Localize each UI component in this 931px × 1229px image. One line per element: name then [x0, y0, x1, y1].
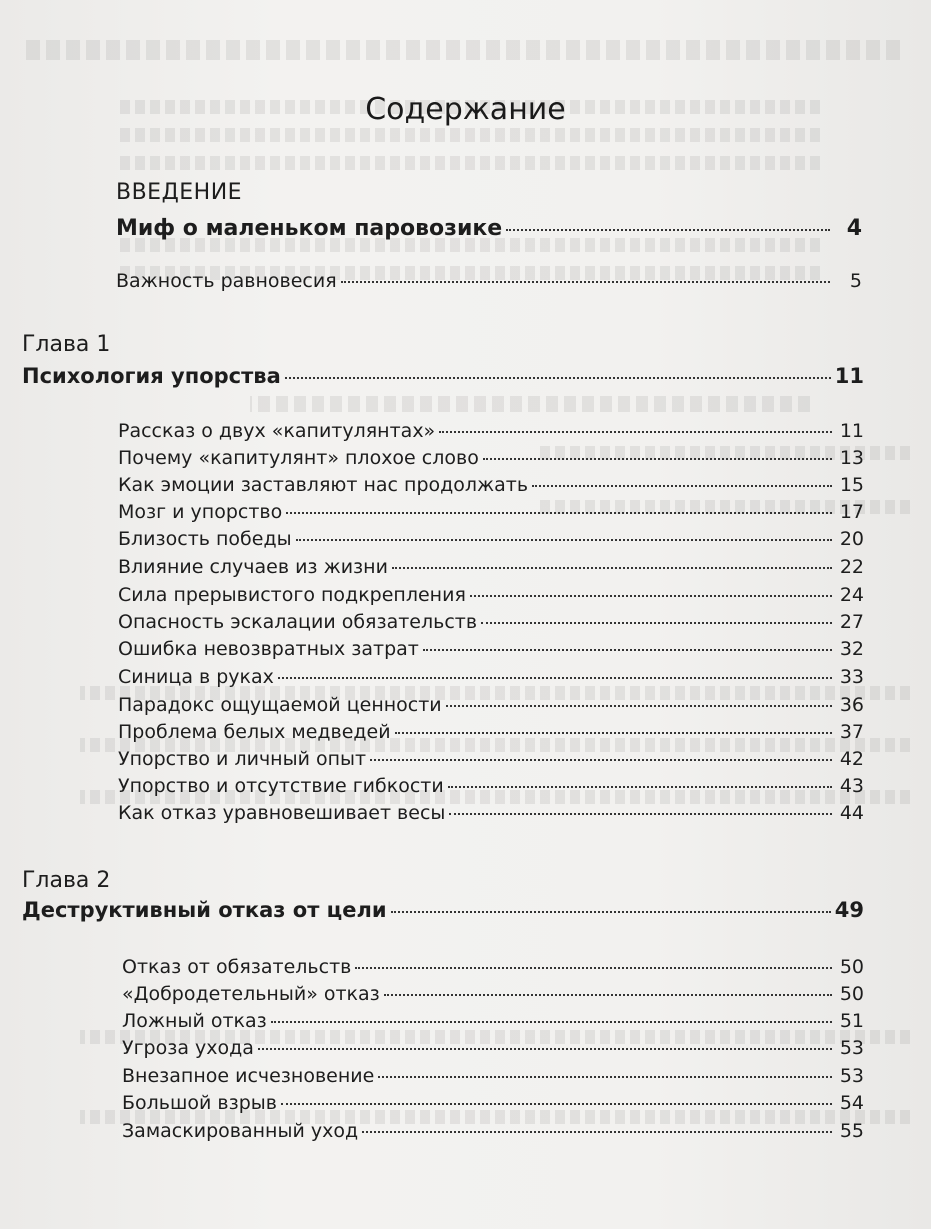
dot-leader [285, 377, 831, 379]
dot-leader [532, 485, 832, 487]
toc-entry[interactable] [122, 1037, 864, 1059]
dot-leader [439, 431, 832, 433]
toc-page-number: 33 [839, 666, 864, 688]
dot-leader [423, 649, 832, 651]
page-title: Содержание [365, 92, 566, 127]
dot-leader [281, 1103, 832, 1105]
toc-page-number: 15 [839, 474, 864, 496]
toc-entry[interactable] [118, 420, 864, 442]
toc-entry-label: Рассказ о двух «капитулянтах» [118, 420, 436, 442]
toc-page-number: 53 [839, 1065, 864, 1087]
dot-leader [271, 1021, 832, 1023]
toc-entry[interactable] [118, 556, 864, 578]
toc-page-number: 42 [839, 748, 864, 770]
dot-leader [449, 813, 832, 815]
toc-entry-label: Внезапное исчезновение [122, 1065, 375, 1087]
toc-entry-label: Миф о маленьком паровозике [116, 216, 503, 241]
dot-leader [296, 539, 832, 541]
toc-entry-label: Отказ от обязательств [122, 956, 352, 978]
toc-page-number: 36 [839, 694, 864, 716]
toc-page-number: 22 [839, 556, 864, 578]
toc-entry-label: Упорство и отсутствие гибкости [118, 775, 444, 797]
bleed-through-line [250, 396, 810, 412]
toc-entry-label: Опасность эскалации обязательств [118, 611, 478, 633]
dot-leader [483, 458, 832, 460]
toc-entry-label: Проблема белых медведей [118, 721, 391, 743]
toc-entry-label: Важность равновесия [116, 270, 337, 292]
toc-page-number: 54 [839, 1092, 864, 1114]
toc-page-number: 50 [839, 956, 864, 978]
bleed-through-line [120, 128, 820, 142]
toc-entry-label: Замаскированный уход [122, 1120, 359, 1142]
toc-entry[interactable] [118, 775, 864, 797]
dot-leader [355, 967, 832, 969]
chapter-1-heading: Глава 1 [22, 332, 111, 357]
toc-page-number: 13 [839, 447, 864, 469]
dot-leader [370, 759, 832, 761]
toc-entry[interactable] [122, 1120, 864, 1142]
toc-entry-label: Большой взрыв [122, 1092, 277, 1114]
toc-page-number: 24 [839, 584, 864, 606]
toc-entry-chapter-2[interactable] [22, 898, 864, 922]
toc-page-number: 37 [839, 721, 864, 743]
toc-page-number: 43 [839, 775, 864, 797]
toc-entry-label: Влияние случаев из жизни [118, 556, 388, 578]
toc-entry-label: Как отказ уравновешивает весы [118, 802, 446, 824]
chapter-2-heading: Глава 2 [22, 868, 111, 893]
toc-page-number: 32 [839, 638, 864, 660]
dot-leader [362, 1131, 832, 1133]
toc-entry-label: Синица в руках [118, 666, 274, 688]
dot-leader [384, 994, 832, 996]
dot-leader [341, 281, 830, 283]
dot-leader [448, 786, 832, 788]
toc-entry-label: Упорство и личный опыт [118, 748, 367, 770]
toc-page-number: 5 [849, 270, 862, 292]
dot-leader [286, 512, 832, 514]
dot-leader [278, 677, 832, 679]
toc-page-number: 27 [839, 611, 864, 633]
dot-leader [378, 1076, 832, 1078]
toc-entry[interactable] [118, 611, 864, 633]
toc-entry-label: «Добродетельный» отказ [122, 983, 380, 1005]
toc-page-number: 17 [839, 501, 864, 523]
toc-entry-label: Почему «капитулянт» плохое слово [118, 447, 479, 469]
toc-entry[interactable] [122, 1065, 864, 1087]
toc-page-number: 49 [834, 898, 864, 922]
dot-leader [395, 732, 832, 734]
dot-leader [391, 911, 831, 913]
toc-entry[interactable] [118, 802, 864, 824]
toc-entry-label: Парадокс ощущаемой ценности [118, 694, 442, 716]
toc-entry[interactable] [118, 721, 864, 743]
toc-entry-label: Ошибка невозвратных затрат [118, 638, 419, 660]
toc-entry-label: Ложный отказ [122, 1010, 267, 1032]
toc-entry-label: Психология упорства [22, 364, 281, 388]
toc-entry[interactable] [118, 694, 864, 716]
toc-entry[interactable] [122, 1010, 864, 1032]
toc-entry[interactable] [116, 270, 862, 292]
dot-leader [506, 229, 830, 231]
dot-leader [446, 705, 832, 707]
toc-entry[interactable] [118, 501, 864, 523]
toc-page-number: 53 [839, 1037, 864, 1059]
dot-leader [481, 622, 832, 624]
toc-entry-label: Сила прерывистого подкрепления [118, 584, 466, 606]
toc-entry[interactable] [122, 956, 864, 978]
toc-entry[interactable] [118, 666, 864, 688]
toc-entry-label: Деструктивный отказ от цели [22, 898, 387, 922]
toc-entry[interactable] [118, 528, 864, 550]
bleed-through-line [20, 40, 900, 60]
toc-entry[interactable] [122, 983, 864, 1005]
toc-page-number: 55 [839, 1120, 864, 1142]
toc-page-number: 50 [839, 983, 864, 1005]
toc-entry-label: Как эмоции заставляют нас продолжать [118, 474, 529, 496]
toc-entry[interactable] [118, 447, 864, 469]
dot-leader [392, 567, 832, 569]
bleed-through-line [120, 156, 820, 170]
toc-page-number: 20 [839, 528, 864, 550]
toc-entry-label: Близость победы [118, 528, 292, 550]
toc-page-number: 11 [839, 420, 864, 442]
dot-leader [258, 1048, 832, 1050]
toc-entry[interactable] [118, 474, 864, 496]
toc-page-number: 44 [839, 802, 864, 824]
toc-entry[interactable] [118, 584, 864, 606]
introduction-heading: ВВЕДЕНИЕ [116, 180, 243, 205]
toc-page-number: 4 [846, 216, 862, 241]
toc-entry[interactable] [122, 1092, 864, 1114]
toc-entry-chapter-1[interactable] [22, 364, 864, 388]
toc-page-number: 11 [834, 364, 864, 388]
toc-page-number: 51 [839, 1010, 864, 1032]
toc-entry-label: Угроза ухода [122, 1037, 254, 1059]
toc-entry-label: Мозг и упорство [118, 501, 283, 523]
dot-leader [470, 595, 832, 597]
toc-entry[interactable] [118, 638, 864, 660]
toc-entry[interactable] [118, 748, 864, 770]
toc-entry-introduction[interactable] [116, 216, 862, 241]
